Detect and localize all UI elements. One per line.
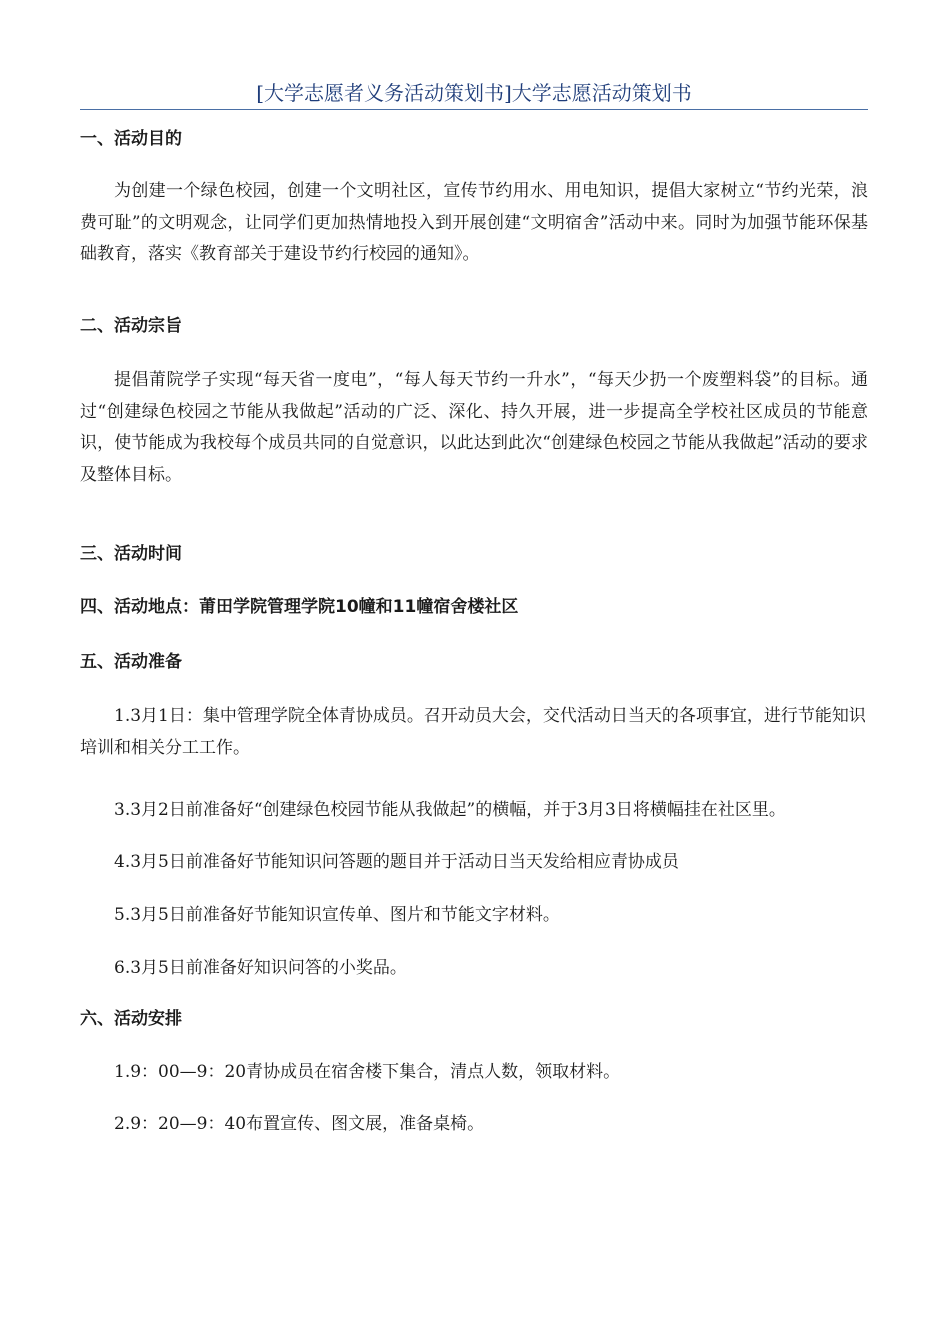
section-heading-location: 四、活动地点：莆田学院管理学院10幢和11幢宿舍楼社区	[80, 597, 519, 617]
section-heading-preparation: 五、活动准备	[80, 652, 182, 672]
section-heading-tenet: 二、活动宗旨	[80, 316, 182, 336]
section-heading-time: 三、活动时间	[80, 544, 182, 564]
purpose-paragraph: 为创建一个绿色校园，创建一个文明社区，宣传节约用水、用电知识，提倡大家树立“节约光荣，浪费可耻”的文明观念，让同学们更加热情地投入到开展创建“文明宿舍”活动中来。同时为加强节能环保基础教育，落实《教育部关于建设节约行校园的通知》。	[80, 181, 868, 264]
preparation-item: 5.3月5日前准备好节能知识宣传单、图片和节能文字材料。	[114, 905, 560, 925]
section-heading-purpose: 一、活动目的	[80, 129, 182, 149]
preparation-item: 4.3月5日前准备好节能知识问答题的题目并于活动日当天发给相应青协成员	[114, 852, 679, 872]
tenet-paragraph: 提倡莆院学子实现“每天省一度电”，“每人每天节约一升水”，“每天少扔一个废塑料袋”的目标。通过“创建绿色校园之节能从我做起”活动的广泛、深化、持久开展，进一步提高全学校社区成员的节能意识，使节能成为我校每个成员共同的自觉意识，以此达到此次“创建绿色校园之节能从我做起”活动的要求及整体目标。	[80, 370, 868, 485]
page-title: [大学志愿者义务活动策划书]大学志愿活动策划书	[256, 81, 692, 105]
schedule-item: 2.9：20—9：40布置宣传、图文展，准备桌椅。	[114, 1114, 485, 1134]
section-heading-schedule: 六、活动安排	[80, 1009, 182, 1029]
preparation-item: 1.3月1日：集中管理学院全体青协成员。召开动员大会，交代活动日当天的各项事宜，进行节能知识培训和相关分工工作。	[80, 706, 866, 758]
schedule-item: 1.9：00—9：20青协成员在宿舍楼下集合，清点人数，领取材料。	[114, 1062, 621, 1082]
preparation-item: 6.3月5日前准备好知识问答的小奖品。	[114, 958, 407, 978]
title-divider	[80, 109, 868, 110]
preparation-item: 3.3月2日前准备好“创建绿色校园节能从我做起”的横幅，并于3月3日将横幅挂在社区里。	[114, 800, 786, 820]
